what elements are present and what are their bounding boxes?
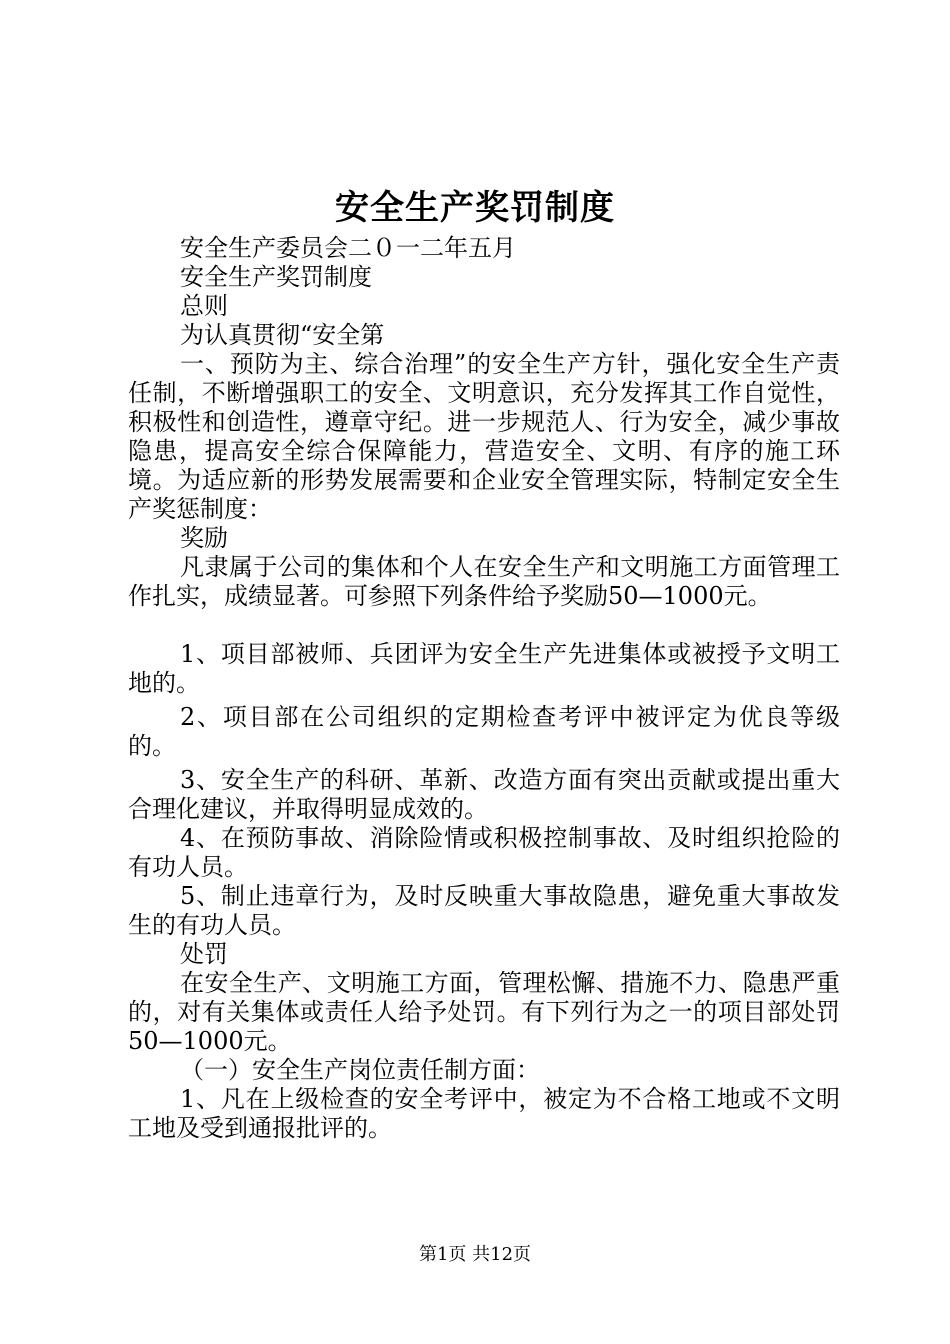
page-number: 第1页 共12页 <box>418 1244 532 1265</box>
paragraph-penalties-intro: 在安全生产、文明施工方面，管理松懈、措施不力、隐患严重的，对有关集体或责任人给予处罚。有下列行为之一的项目部处罚50—1000元。 <box>128 969 840 1055</box>
heading-rewards: 奖励 <box>180 524 228 552</box>
paragraph-intro: 为认真贯彻“安全第 <box>180 321 385 349</box>
document-title: 安全生产奖罚制度 <box>335 188 615 228</box>
paragraph-rewards-intro: 凡隶属于公司的集体和个人在安全生产和文明施工方面管理工作扎实，成绩显著。可参照下列条件给予奖励50—1000元。 <box>128 553 840 610</box>
reward-item-5: 5、制止违章行为，及时反映重大事故隐患，避免重大事故发生的有功人员。 <box>128 882 840 939</box>
reward-item-4: 4、在预防事故、消除险情或积极控制事故、及时组织抢险的有功人员。 <box>128 824 840 881</box>
paragraph-date-line: 安全生产委员会二０一二年五月 <box>180 234 516 262</box>
paragraph-policy: 一、预防为主、综合治理”的安全生产方针，强化安全生产责任制，不断增强职工的安全、文明意识，充分发挥其工作自觉性，积极性和创造性，遵章守纪。进一步规范人、行为安全，减少事故隐患，提高安全综合保障能力，营造安全、文明、有序的施工环境。为适应新的形势发展需要和企业安全管理实际，特制定安全生产奖惩制度： <box>128 350 840 523</box>
heading-general-rules: 总则 <box>180 292 228 320</box>
paragraph-subtitle: 安全生产奖罚制度 <box>180 263 372 291</box>
reward-item-2: 2、项目部在公司组织的定期检查考评中被评定为优良等级的。 <box>128 703 840 760</box>
reward-item-1: 1、项目部被师、兵团评为安全生产先进集体或被授予文明工地的。 <box>128 640 840 697</box>
reward-item-3: 3、安全生产的科研、革新、改造方面有突出贡献或提出重大合理化建议，并取得明显成效的。 <box>128 766 840 823</box>
document-body <box>128 234 840 1143</box>
heading-penalties: 处罚 <box>180 940 228 968</box>
penalty-item-1: 1、凡在上级检查的安全考评中，被定为不合格工地或不文明工地及受到通报批评的。 <box>128 1085 840 1142</box>
penalty-section-1: （一）安全生产岗位责任制方面： <box>180 1056 540 1084</box>
